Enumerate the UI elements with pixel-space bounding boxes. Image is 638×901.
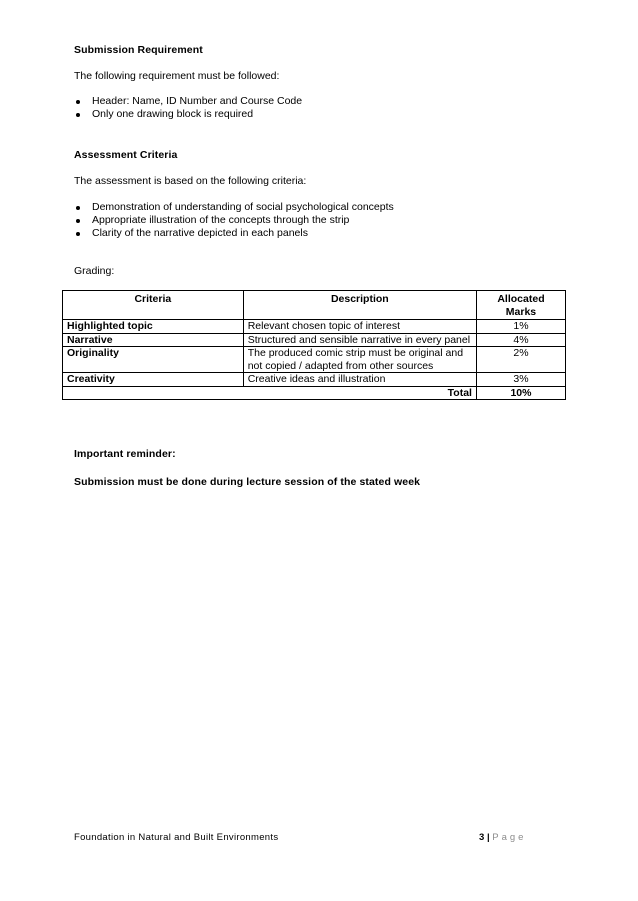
assessment-list (74, 201, 394, 240)
criteria-cell: Highlighted topic (63, 320, 244, 334)
description-cell: Creative ideas and illustration (243, 373, 476, 387)
criteria-cell: Originality (63, 347, 244, 373)
footer-course: Foundation in Natural and Built Environments (74, 832, 279, 843)
page-number: 3 (479, 832, 485, 843)
table-total-row (63, 386, 566, 400)
table-row (63, 320, 566, 334)
assessment-heading: Assessment Criteria (74, 149, 178, 161)
marks-cell: 4% (476, 333, 565, 347)
grading-label: Grading: (74, 265, 115, 277)
criteria-cell: Creativity (63, 373, 244, 387)
page-word: Page (492, 832, 527, 843)
criteria-cell: Narrative (63, 333, 244, 347)
header-description: Description (243, 291, 476, 320)
table-row (63, 333, 566, 347)
marks-cell: 3% (476, 373, 565, 387)
submission-intro: The following requirement must be followed: (74, 70, 280, 82)
header-criteria: Criteria (63, 291, 244, 320)
table-header-row (63, 291, 566, 320)
list-item: Appropriate illustration of the concepts through the strip (74, 214, 394, 227)
list-item: Demonstration of understanding of social psychological concepts (74, 201, 394, 214)
total-value: 10% (476, 386, 565, 400)
description-cell: Relevant chosen topic of interest (243, 320, 476, 334)
marks-cell: 1% (476, 320, 565, 334)
list-item: Header: Name, ID Number and Course Code (74, 95, 302, 108)
table-row (63, 373, 566, 387)
assessment-intro: The assessment is based on the following criteria: (74, 175, 307, 187)
reminder-heading: Important reminder: (74, 448, 176, 460)
grading-table (62, 290, 566, 400)
marks-cell: 2% (476, 347, 565, 373)
description-cell: The produced comic strip must be original and not copied / adapted from other sources (243, 347, 476, 373)
reminder-text: Submission must be done during lecture session of the stated week (74, 476, 421, 488)
page-separator: | (486, 832, 490, 843)
description-cell: Structured and sensible narrative in every panel (243, 333, 476, 347)
submission-heading: Submission Requirement (74, 44, 203, 56)
submission-list (74, 95, 302, 121)
total-label: Total (63, 386, 477, 400)
list-item: Only one drawing block is required (74, 108, 302, 121)
table-row (63, 347, 566, 373)
list-item: Clarity of the narrative depicted in each panels (74, 227, 394, 240)
header-marks: Allocated Marks (476, 291, 565, 320)
footer-page (479, 832, 526, 843)
